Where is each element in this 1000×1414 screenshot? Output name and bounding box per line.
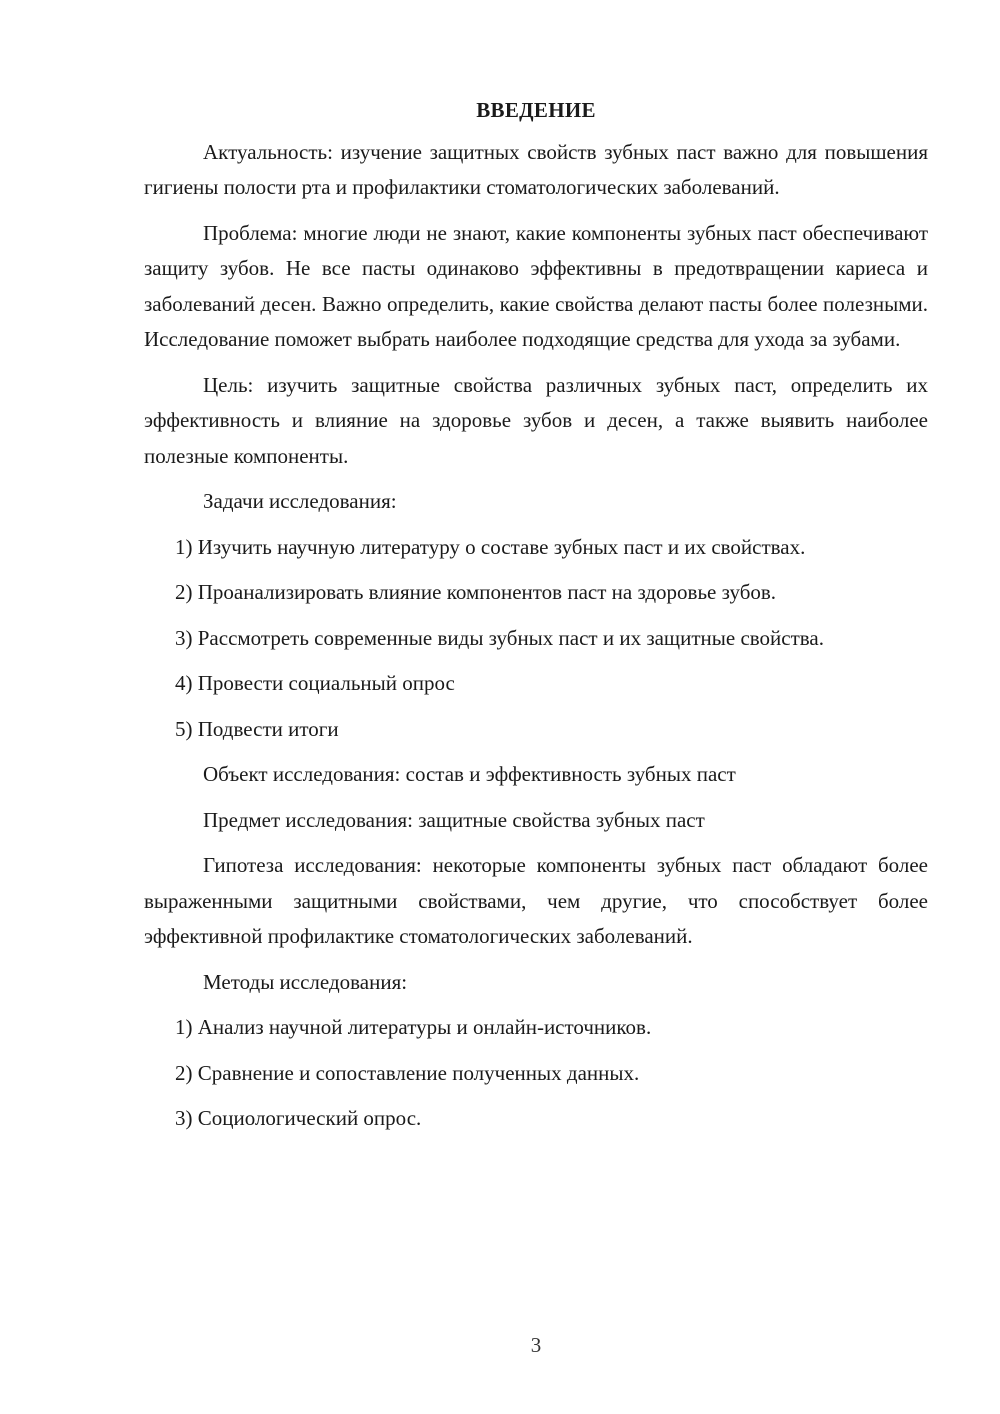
method-item: 2) Сравнение и сопоставление полученных данных.	[175, 1060, 640, 1085]
goal-paragraph: Цель: изучить защитные свойства различных зубных паст, определить их эффективность и влияние на здоровье зубов и десен, а также выявить наиболее полезные компоненты.	[144, 372, 928, 468]
relevance-paragraph: Актуальность: изучение защитных свойств зубных паст важно для повышения гигиены полости рта и профилактики стоматологических заболеваний.	[144, 139, 928, 199]
page-title: ВВЕДЕНИЕ	[476, 98, 596, 122]
page-content	[144, 93, 928, 1147]
method-item: 3) Социологический опрос.	[175, 1106, 422, 1130]
methods-heading: Методы исследования:	[203, 969, 408, 994]
task-item: 4) Провести социальный опрос	[175, 671, 455, 695]
page-number: 3	[530, 1333, 542, 1357]
task-item: 1) Изучить научную литературу о составе зубных паст и их свойствах.	[175, 534, 806, 559]
hypothesis-paragraph: Гипотеза исследования: некоторые компоненты зубных паст обладают более выраженными защитными свойствами, чем другие, что способствует более эффективной профилактике стоматологических заболеваний.	[144, 853, 928, 948]
task-item: 3) Рассмотреть современные виды зубных паст и их защитные свойства.	[175, 625, 824, 650]
method-item: 1) Анализ научной литературы и онлайн-источников.	[175, 1015, 652, 1039]
research-object: Объект исследования: состав и эффективность зубных паст	[203, 762, 736, 786]
task-item: 5) Подвести итоги	[175, 716, 339, 741]
task-item: 2) Проанализировать влияние компонентов паст на здоровье зубов.	[175, 580, 777, 604]
tasks-heading: Задачи исследования:	[203, 489, 397, 513]
research-subject: Предмет исследования: защитные свойства зубных паст	[203, 807, 705, 832]
problem-paragraph: Проблема: многие люди не знают, какие компоненты зубных паст обеспечивают защиту зубов. Не все пасты одинаково эффективны в предотвращении кариеса и заболеваний десен. Важно определить, какие свойства делают пасты более полезными. Исследование поможет выбрать наиболее подходящие средства для ухода за зубами.	[144, 220, 928, 351]
